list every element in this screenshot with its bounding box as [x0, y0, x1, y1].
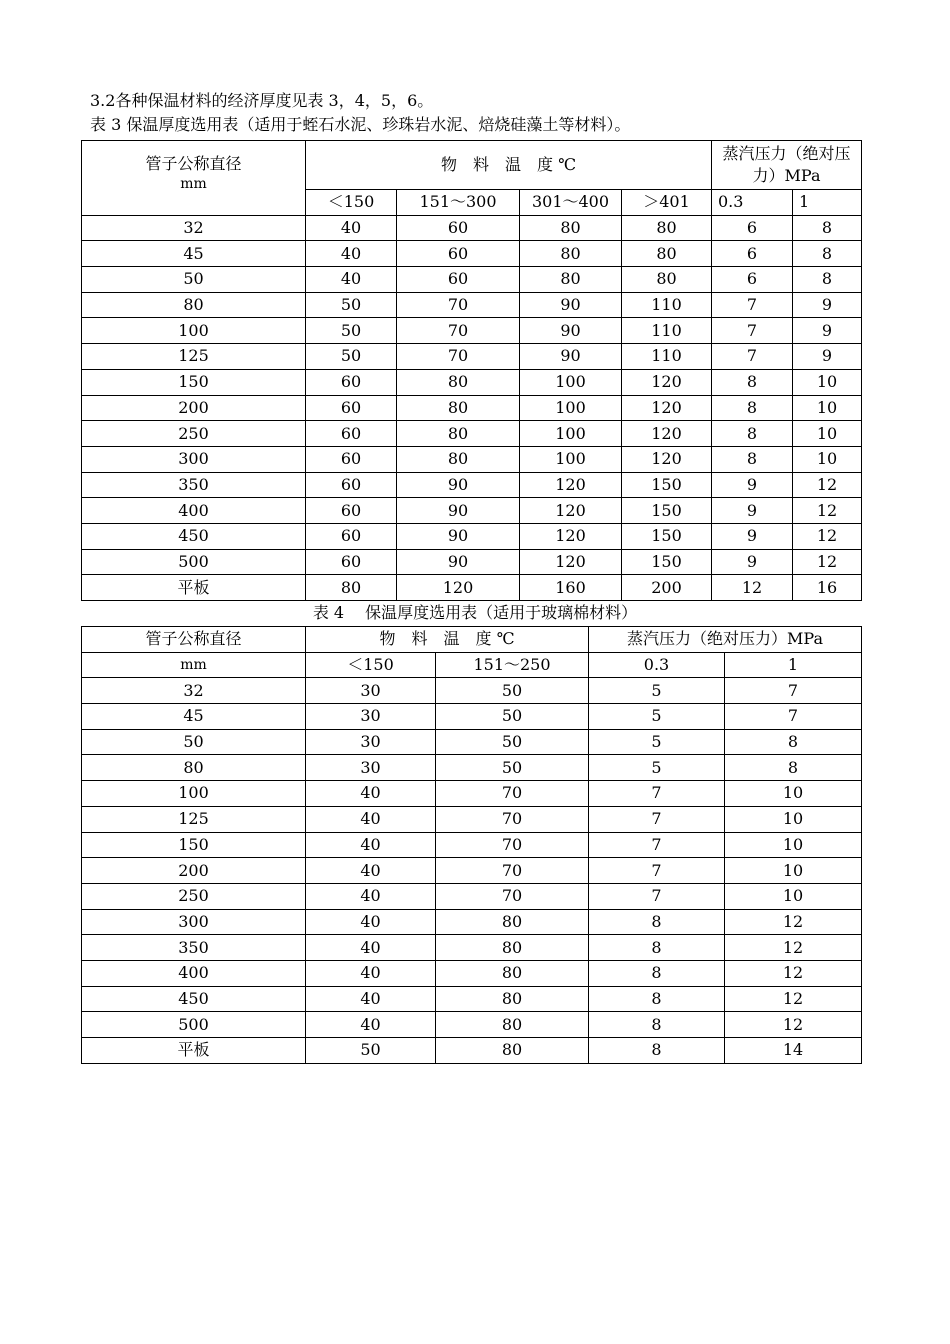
table4-cell: 40 — [306, 909, 436, 935]
table4-cell: 8 — [589, 935, 725, 961]
table3-cell: 50 — [306, 344, 397, 370]
table4-row — [82, 960, 862, 986]
table4-cell: 40 — [306, 960, 436, 986]
table4-cell: 80 — [82, 755, 306, 781]
table3-cell: 150 — [622, 498, 712, 524]
table3-cell: 9 — [712, 523, 793, 549]
table4-cell: 7 — [589, 858, 725, 884]
table3-cell: 12 — [793, 549, 862, 575]
table3-cell: 60 — [306, 523, 397, 549]
table4-cell: 12 — [725, 1012, 862, 1038]
table4-cell: 70 — [436, 858, 589, 884]
table4-row — [82, 883, 862, 909]
table3-cell: 500 — [82, 549, 306, 575]
table4 — [81, 626, 862, 1064]
table4-subheader: 1 — [725, 652, 862, 678]
table3-cell: 90 — [520, 292, 622, 318]
table4-cell: 80 — [436, 909, 589, 935]
table4-row — [82, 935, 862, 961]
table3-row — [82, 549, 862, 575]
table3-cell: 8 — [712, 446, 793, 472]
table4-cell: 5 — [589, 704, 725, 730]
table4-header-row — [82, 627, 862, 653]
table3-cell: 16 — [793, 575, 862, 601]
table4-cell: 10 — [725, 806, 862, 832]
table3-cell: 150 — [622, 472, 712, 498]
table3-cell: 40 — [306, 215, 397, 241]
table3-cell: 45 — [82, 241, 306, 267]
table3-cell: 7 — [712, 318, 793, 344]
table3-cell: 100 — [82, 318, 306, 344]
table3-cell: 6 — [712, 267, 793, 293]
table3-cell: 12 — [793, 523, 862, 549]
table3-row — [82, 344, 862, 370]
table3-cell: 60 — [306, 446, 397, 472]
table3-row — [82, 446, 862, 472]
table4-cell: 30 — [306, 678, 436, 704]
table4-cell: 7 — [589, 883, 725, 909]
table4-cell: 500 — [82, 1012, 306, 1038]
table3-cell: 120 — [622, 369, 712, 395]
table3-header-row — [82, 141, 862, 190]
table4-row — [82, 678, 862, 704]
table3-pressure-header: 蒸汽压力（绝对压力）MPa — [712, 141, 862, 190]
table3-cell: 6 — [712, 215, 793, 241]
table3-cell: 80 — [397, 369, 520, 395]
table4-cell: 8 — [725, 755, 862, 781]
table3-cell: 80 — [397, 446, 520, 472]
table3-cell: 120 — [520, 523, 622, 549]
table3-cell: 70 — [397, 292, 520, 318]
table4-row — [82, 858, 862, 884]
table4-cell: 12 — [725, 960, 862, 986]
table4-cell: 7 — [589, 781, 725, 807]
table3-cell: 8 — [793, 215, 862, 241]
table3-cell: 12 — [712, 575, 793, 601]
table4-cell: 30 — [306, 755, 436, 781]
table4-subheader: ＜150 — [306, 652, 436, 678]
table3-cell: 80 — [622, 241, 712, 267]
table4-cell: 8 — [589, 986, 725, 1012]
table4-cell: 8 — [589, 909, 725, 935]
table3-cell: 350 — [82, 472, 306, 498]
table4-cell: 7 — [589, 832, 725, 858]
table4-cell: 7 — [725, 678, 862, 704]
table3-cell: 9 — [793, 344, 862, 370]
table4-cell: 100 — [82, 781, 306, 807]
table4-cell: 150 — [82, 832, 306, 858]
table3-cell: 120 — [520, 498, 622, 524]
table3-diameter-header — [82, 141, 306, 216]
table4-cell: 450 — [82, 986, 306, 1012]
table3-cell: 6 — [712, 241, 793, 267]
table3-cell: 450 — [82, 523, 306, 549]
table3-cell: 8 — [712, 369, 793, 395]
table4-cell: 40 — [306, 858, 436, 884]
table3-cell: 90 — [397, 523, 520, 549]
table4-cell: 80 — [436, 1012, 589, 1038]
table3-cell: 60 — [306, 498, 397, 524]
table3-cell: 80 — [520, 267, 622, 293]
table3-cell: 90 — [397, 549, 520, 575]
table3-cell: 70 — [397, 318, 520, 344]
table3-cell: 120 — [397, 575, 520, 601]
table4-cell: 10 — [725, 832, 862, 858]
table3-cell: 50 — [306, 292, 397, 318]
table3-cell: 60 — [306, 395, 397, 421]
table4-cell: 50 — [436, 729, 589, 755]
table3-cell: 400 — [82, 498, 306, 524]
table4-diameter-header: 管子公称直径 — [82, 627, 306, 653]
table3 — [81, 140, 862, 601]
table3-cell: 90 — [520, 344, 622, 370]
table3-subheader: 151～300 — [397, 190, 520, 216]
table3-cell: 8 — [793, 241, 862, 267]
table4-cell: 8 — [589, 1038, 725, 1064]
table3-cell: 120 — [622, 395, 712, 421]
table4-cell: 10 — [725, 883, 862, 909]
table3-cell: 10 — [793, 446, 862, 472]
table4-subheader: 0.3 — [589, 652, 725, 678]
table3-cell: 200 — [622, 575, 712, 601]
table4-cell: 7 — [725, 704, 862, 730]
table4-cell: 7 — [589, 806, 725, 832]
table4-cell: 32 — [82, 678, 306, 704]
table3-cell: 10 — [793, 395, 862, 421]
table3-row — [82, 395, 862, 421]
table3-subheader: 301～400 — [520, 190, 622, 216]
table3-row — [82, 267, 862, 293]
table3-subheader: 0.3 — [712, 190, 793, 216]
table3-row — [82, 292, 862, 318]
table4-cell: 8 — [725, 729, 862, 755]
table4-cell: 70 — [436, 883, 589, 909]
table4-cell: 80 — [436, 1038, 589, 1064]
table4-cell: 12 — [725, 935, 862, 961]
table3-cell: 32 — [82, 215, 306, 241]
table3-cell: 10 — [793, 369, 862, 395]
table3-row — [82, 215, 862, 241]
table3-cell: 9 — [712, 472, 793, 498]
table4-cell: 10 — [725, 858, 862, 884]
table3-row — [82, 472, 862, 498]
table4-cell: 14 — [725, 1038, 862, 1064]
table4-row — [82, 1038, 862, 1064]
table3-cell: 50 — [82, 267, 306, 293]
table4-cell: 40 — [306, 806, 436, 832]
table3-cell: 80 — [82, 292, 306, 318]
table4-cell: 70 — [436, 806, 589, 832]
table4-cell: 5 — [589, 678, 725, 704]
table3-cell: 平板 — [82, 575, 306, 601]
table4-cell: 45 — [82, 704, 306, 730]
table4-cell: 10 — [725, 781, 862, 807]
table3-row — [82, 318, 862, 344]
table3-cell: 60 — [306, 421, 397, 447]
table3-subheader: ＜150 — [306, 190, 397, 216]
table3-cell: 9 — [712, 498, 793, 524]
table4-row — [82, 986, 862, 1012]
table3-cell: 100 — [520, 421, 622, 447]
table4-cell: 40 — [306, 883, 436, 909]
table3-row — [82, 369, 862, 395]
table4-cell: 250 — [82, 883, 306, 909]
table3-cell: 90 — [397, 472, 520, 498]
table3-row — [82, 421, 862, 447]
table3-cell: 120 — [520, 549, 622, 575]
table4-row — [82, 1012, 862, 1038]
table4-cell: 50 — [436, 678, 589, 704]
table3-cell: 10 — [793, 421, 862, 447]
table4-cell: 80 — [436, 960, 589, 986]
table3-cell: 7 — [712, 292, 793, 318]
table3-cell: 60 — [306, 369, 397, 395]
table3-subheader: 1 — [793, 190, 862, 216]
table3-cell: 80 — [622, 267, 712, 293]
table3-cell: 12 — [793, 498, 862, 524]
table4-cell: 80 — [436, 935, 589, 961]
table4-row — [82, 704, 862, 730]
table3-cell: 150 — [82, 369, 306, 395]
table3-cell: 80 — [520, 241, 622, 267]
table4-cell: 200 — [82, 858, 306, 884]
table3-cell: 110 — [622, 344, 712, 370]
table4-cell: 30 — [306, 729, 436, 755]
table4-temperature-header: 物 料 温 度 ℃ — [306, 627, 589, 653]
table3-cell: 8 — [793, 267, 862, 293]
table4-cell: 8 — [589, 960, 725, 986]
table3-cell: 60 — [397, 215, 520, 241]
table4-diameter-unit: mm — [82, 652, 306, 678]
table3-row — [82, 241, 862, 267]
table3-cell: 9 — [712, 549, 793, 575]
table3-cell: 60 — [306, 549, 397, 575]
table4-cell: 50 — [436, 755, 589, 781]
table4-cell: 80 — [436, 986, 589, 1012]
table4-cell: 40 — [306, 935, 436, 961]
table4-cell: 50 — [82, 729, 306, 755]
table3-cell: 9 — [793, 292, 862, 318]
table4-pressure-header: 蒸汽压力（绝对压力）MPa — [589, 627, 862, 653]
table3-row — [82, 575, 862, 601]
table4-cell: 40 — [306, 781, 436, 807]
table4-row — [82, 806, 862, 832]
table3-cell: 70 — [397, 344, 520, 370]
table3-cell: 90 — [520, 318, 622, 344]
table3-cell: 9 — [793, 318, 862, 344]
table3-cell: 120 — [622, 446, 712, 472]
table4-cell: 125 — [82, 806, 306, 832]
table3-cell: 40 — [306, 267, 397, 293]
table3-cell: 60 — [397, 267, 520, 293]
table3-cell: 200 — [82, 395, 306, 421]
table3-cell: 120 — [622, 421, 712, 447]
table4-cell: 400 — [82, 960, 306, 986]
table3-cell: 60 — [306, 472, 397, 498]
table3-cell: 160 — [520, 575, 622, 601]
table4-cell: 30 — [306, 704, 436, 730]
table3-diameter-label: 管子公称直径 — [145, 154, 242, 173]
table4-cell: 12 — [725, 909, 862, 935]
table3-cell: 12 — [793, 472, 862, 498]
table3-subheader: ＞401 — [622, 190, 712, 216]
table3-cell: 110 — [622, 292, 712, 318]
table4-subheader: 151～250 — [436, 652, 589, 678]
table4-cell: 5 — [589, 755, 725, 781]
table3-cell: 8 — [712, 395, 793, 421]
table4-cell: 70 — [436, 781, 589, 807]
table4-cell: 70 — [436, 832, 589, 858]
table3-cell: 80 — [622, 215, 712, 241]
table4-subheader-row — [82, 652, 862, 678]
table3-row — [82, 498, 862, 524]
table3-cell: 150 — [622, 523, 712, 549]
table4-cell: 50 — [306, 1038, 436, 1064]
table3-cell: 150 — [622, 549, 712, 575]
table3-row — [82, 523, 862, 549]
table4-cell: 300 — [82, 909, 306, 935]
table3-cell: 80 — [397, 421, 520, 447]
table3-cell: 40 — [306, 241, 397, 267]
table4-cell: 平板 — [82, 1038, 306, 1064]
table3-cell: 110 — [622, 318, 712, 344]
table4-row — [82, 832, 862, 858]
table3-cell: 80 — [397, 395, 520, 421]
intro-paragraph: 3.2各种保温材料的经济厚度见表 3，4，5，6。 — [90, 91, 434, 110]
table3-cell: 8 — [712, 421, 793, 447]
table4-cell: 50 — [436, 704, 589, 730]
table3-temperature-header: 物 料 温 度 ℃ — [306, 141, 712, 190]
table4-cell: 5 — [589, 729, 725, 755]
table3-diameter-unit: mm — [180, 176, 207, 192]
table3-cell: 80 — [306, 575, 397, 601]
table4-cell: 12 — [725, 986, 862, 1012]
table3-cell: 120 — [520, 472, 622, 498]
table4-row — [82, 755, 862, 781]
table3-cell: 100 — [520, 446, 622, 472]
table3-cell: 300 — [82, 446, 306, 472]
table4-row — [82, 729, 862, 755]
table3-cell: 100 — [520, 369, 622, 395]
table4-row — [82, 909, 862, 935]
table4-cell: 350 — [82, 935, 306, 961]
table4-cell: 40 — [306, 1012, 436, 1038]
table3-caption: 表 3 保温厚度选用表（适用于蛭石水泥、珍珠岩水泥、焙烧硅藻土等材料）。 — [90, 115, 631, 134]
table3-cell: 80 — [520, 215, 622, 241]
table3-cell: 125 — [82, 344, 306, 370]
table3-cell: 250 — [82, 421, 306, 447]
table3-cell: 90 — [397, 498, 520, 524]
table4-row — [82, 781, 862, 807]
table4-cell: 40 — [306, 986, 436, 1012]
table4-cell: 40 — [306, 832, 436, 858]
table3-cell: 60 — [397, 241, 520, 267]
table3-cell: 50 — [306, 318, 397, 344]
table3-cell: 7 — [712, 344, 793, 370]
table4-cell: 8 — [589, 1012, 725, 1038]
table3-cell: 100 — [520, 395, 622, 421]
table4-caption: 表 4 保温厚度选用表（适用于玻璃棉材料） — [312, 603, 638, 622]
